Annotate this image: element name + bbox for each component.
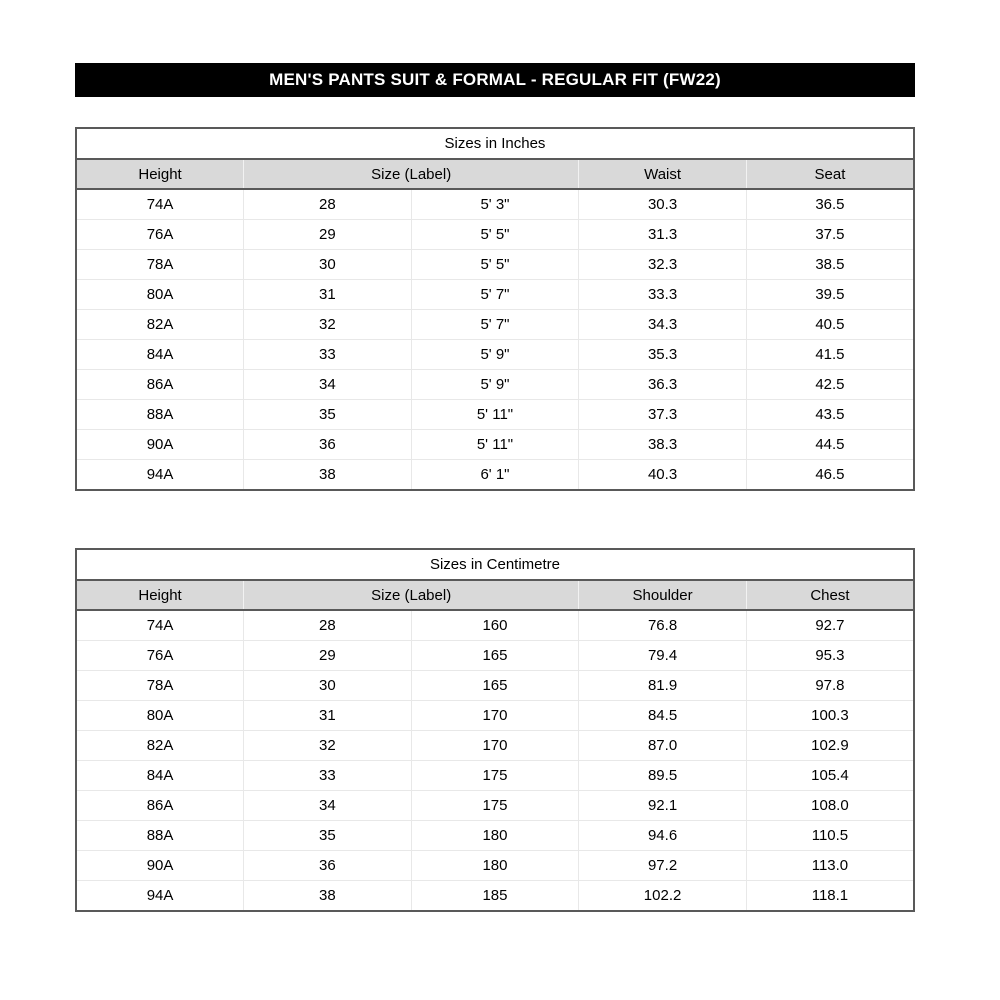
table-row bbox=[76, 220, 914, 250]
cell: 38 bbox=[244, 460, 412, 491]
cell: 40.5 bbox=[746, 310, 914, 340]
cell: 180 bbox=[411, 821, 579, 851]
cell: 100.3 bbox=[746, 701, 914, 731]
table-row bbox=[76, 821, 914, 851]
table-row bbox=[76, 250, 914, 280]
cell: 36 bbox=[244, 430, 412, 460]
cell: 35.3 bbox=[579, 340, 747, 370]
cell: 105.4 bbox=[746, 761, 914, 791]
cell: 74A bbox=[76, 189, 244, 220]
cell: 74A bbox=[76, 610, 244, 641]
cell: 165 bbox=[411, 641, 579, 671]
cell: 97.2 bbox=[579, 851, 747, 881]
cell: 5' 3" bbox=[411, 189, 579, 220]
column-header: Size (Label) bbox=[244, 580, 579, 610]
table-caption: Sizes in Centimetre bbox=[76, 549, 914, 580]
cell: 37.3 bbox=[579, 400, 747, 430]
column-header: Size (Label) bbox=[244, 159, 579, 189]
cell: 34 bbox=[244, 791, 412, 821]
table-caption: Sizes in Inches bbox=[76, 128, 914, 159]
table-row bbox=[76, 881, 914, 912]
cell: 33.3 bbox=[579, 280, 747, 310]
cell: 88A bbox=[76, 821, 244, 851]
cell: 6' 1" bbox=[411, 460, 579, 491]
cell: 92.7 bbox=[746, 610, 914, 641]
cell: 38.5 bbox=[746, 250, 914, 280]
cell: 30 bbox=[244, 250, 412, 280]
cell: 5' 7" bbox=[411, 280, 579, 310]
cell: 5' 5" bbox=[411, 220, 579, 250]
table-row bbox=[76, 701, 914, 731]
cell: 29 bbox=[244, 220, 412, 250]
cell: 5' 5" bbox=[411, 250, 579, 280]
cell: 34.3 bbox=[579, 310, 747, 340]
cell: 82A bbox=[76, 310, 244, 340]
column-header: Chest bbox=[746, 580, 914, 610]
cell: 90A bbox=[76, 851, 244, 881]
cell: 81.9 bbox=[579, 671, 747, 701]
cell: 33 bbox=[244, 761, 412, 791]
cell: 31 bbox=[244, 701, 412, 731]
cell: 113.0 bbox=[746, 851, 914, 881]
column-header: Waist bbox=[579, 159, 747, 189]
cell: 175 bbox=[411, 791, 579, 821]
cell: 5' 11" bbox=[411, 400, 579, 430]
document-title: MEN'S PANTS SUIT & FORMAL - REGULAR FIT (FW22) bbox=[269, 70, 721, 89]
cell: 94A bbox=[76, 460, 244, 491]
table-row bbox=[76, 460, 914, 491]
cell: 32.3 bbox=[579, 250, 747, 280]
cell: 31 bbox=[244, 280, 412, 310]
cell: 170 bbox=[411, 731, 579, 761]
table-row bbox=[76, 610, 914, 641]
cell: 94.6 bbox=[579, 821, 747, 851]
table-row bbox=[76, 400, 914, 430]
cell: 180 bbox=[411, 851, 579, 881]
cell: 90A bbox=[76, 430, 244, 460]
cell: 76A bbox=[76, 220, 244, 250]
cell: 79.4 bbox=[579, 641, 747, 671]
cell: 5' 9" bbox=[411, 340, 579, 370]
cell: 170 bbox=[411, 701, 579, 731]
cell: 82A bbox=[76, 731, 244, 761]
cell: 30 bbox=[244, 671, 412, 701]
table-row bbox=[76, 340, 914, 370]
table-row bbox=[76, 310, 914, 340]
cell: 32 bbox=[244, 310, 412, 340]
cell: 86A bbox=[76, 370, 244, 400]
sizes-in-centimetre-table bbox=[75, 548, 915, 912]
cell: 175 bbox=[411, 761, 579, 791]
cell: 32 bbox=[244, 731, 412, 761]
cell: 31.3 bbox=[579, 220, 747, 250]
cell: 36.3 bbox=[579, 370, 747, 400]
table-row bbox=[76, 671, 914, 701]
cell: 35 bbox=[244, 400, 412, 430]
column-header: Shoulder bbox=[579, 580, 747, 610]
cell: 76A bbox=[76, 641, 244, 671]
table-row bbox=[76, 641, 914, 671]
cell: 5' 7" bbox=[411, 310, 579, 340]
cell: 80A bbox=[76, 701, 244, 731]
cell: 5' 9" bbox=[411, 370, 579, 400]
cell: 102.9 bbox=[746, 731, 914, 761]
cell: 95.3 bbox=[746, 641, 914, 671]
cell: 37.5 bbox=[746, 220, 914, 250]
cell: 84A bbox=[76, 340, 244, 370]
cell: 46.5 bbox=[746, 460, 914, 491]
cell: 165 bbox=[411, 671, 579, 701]
cell: 185 bbox=[411, 881, 579, 912]
cell: 88A bbox=[76, 400, 244, 430]
table-row bbox=[76, 189, 914, 220]
cell: 42.5 bbox=[746, 370, 914, 400]
cell: 41.5 bbox=[746, 340, 914, 370]
table-row bbox=[76, 731, 914, 761]
column-header: Height bbox=[76, 159, 244, 189]
cell: 84A bbox=[76, 761, 244, 791]
cell: 118.1 bbox=[746, 881, 914, 912]
cell: 86A bbox=[76, 791, 244, 821]
cell: 80A bbox=[76, 280, 244, 310]
cell: 30.3 bbox=[579, 189, 747, 220]
cell: 43.5 bbox=[746, 400, 914, 430]
column-header: Seat bbox=[746, 159, 914, 189]
cell: 28 bbox=[244, 610, 412, 641]
cell: 44.5 bbox=[746, 430, 914, 460]
cell: 5' 11" bbox=[411, 430, 579, 460]
column-header: Height bbox=[76, 580, 244, 610]
table-row bbox=[76, 761, 914, 791]
cell: 36.5 bbox=[746, 189, 914, 220]
cell: 110.5 bbox=[746, 821, 914, 851]
sizes-in-inches-table bbox=[75, 127, 915, 491]
cell: 102.2 bbox=[579, 881, 747, 912]
cell: 34 bbox=[244, 370, 412, 400]
table-row bbox=[76, 370, 914, 400]
cell: 33 bbox=[244, 340, 412, 370]
table-row bbox=[76, 430, 914, 460]
cell: 40.3 bbox=[579, 460, 747, 491]
cell: 35 bbox=[244, 821, 412, 851]
cell: 78A bbox=[76, 250, 244, 280]
cell: 108.0 bbox=[746, 791, 914, 821]
cell: 160 bbox=[411, 610, 579, 641]
document-title-bar bbox=[75, 63, 915, 97]
cell: 89.5 bbox=[579, 761, 747, 791]
cell: 78A bbox=[76, 671, 244, 701]
cell: 38 bbox=[244, 881, 412, 912]
cell: 28 bbox=[244, 189, 412, 220]
cell: 94A bbox=[76, 881, 244, 912]
table-row bbox=[76, 791, 914, 821]
cell: 84.5 bbox=[579, 701, 747, 731]
cell: 92.1 bbox=[579, 791, 747, 821]
cell: 76.8 bbox=[579, 610, 747, 641]
cell: 36 bbox=[244, 851, 412, 881]
table-row bbox=[76, 851, 914, 881]
cell: 97.8 bbox=[746, 671, 914, 701]
cell: 38.3 bbox=[579, 430, 747, 460]
cell: 29 bbox=[244, 641, 412, 671]
table-row bbox=[76, 280, 914, 310]
cell: 39.5 bbox=[746, 280, 914, 310]
cell: 87.0 bbox=[579, 731, 747, 761]
